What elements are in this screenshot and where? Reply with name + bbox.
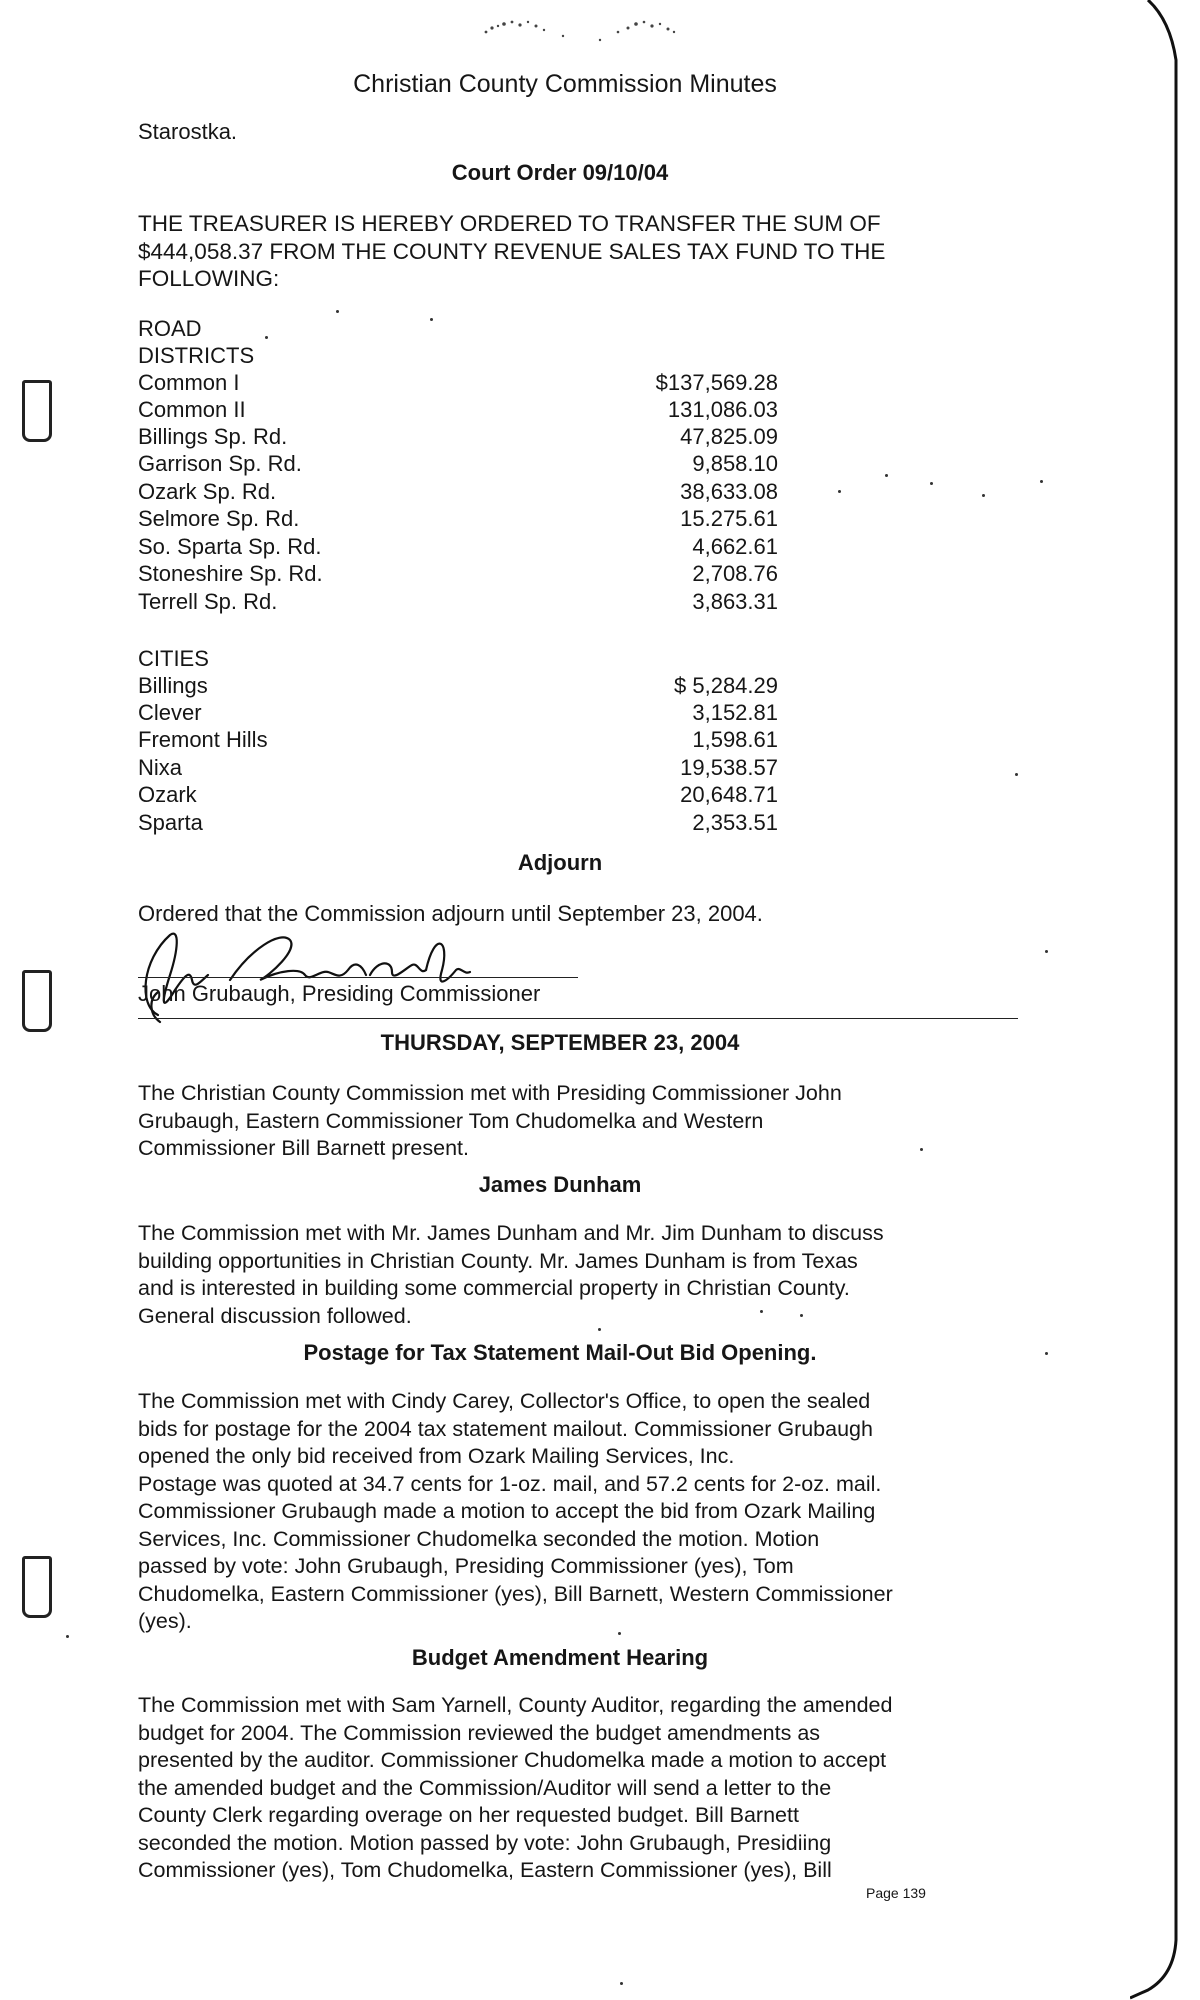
road-district-row [138, 397, 778, 424]
district-name: Stoneshire Sp. Rd. [138, 561, 323, 586]
district-amount: 9,858.10 [692, 451, 778, 476]
intro-line: The Christian County Commission met with Presiding Commissioner John [138, 1081, 842, 1105]
court-order-text [138, 210, 1018, 293]
scan-speck [800, 1314, 803, 1317]
intro-line: Grubaugh, Eastern Commissioner Tom Chudomelka and Western [138, 1108, 764, 1133]
city-amount: $ 5,284.29 [674, 673, 778, 698]
road-district-row [138, 561, 778, 588]
district-name: Common II [138, 397, 246, 422]
road-district-row [138, 534, 778, 561]
scan-speck [1015, 773, 1018, 776]
body-line: Commissioner Grubaugh made a motion to accept the bid from Ozark Mailing [138, 1499, 876, 1523]
district-amount: 2,708.76 [692, 561, 778, 586]
road-district-row [138, 451, 778, 478]
section-body [138, 1388, 1018, 1636]
district-amount: 15.275.61 [680, 506, 778, 531]
punch-hole [22, 970, 52, 1032]
section-divider [138, 1018, 1018, 1019]
city-amount: 19,538.57 [680, 755, 778, 780]
body-line: The Commission met with Cindy Carey, Collector's Office, to open the sealed [138, 1389, 871, 1413]
city-amount: 2,353.51 [692, 810, 778, 835]
district-amount: $137,569.28 [655, 370, 778, 395]
meeting-intro [138, 1080, 1018, 1163]
road-district-row [138, 589, 778, 616]
scan-speck [336, 310, 339, 313]
scan-speck [620, 1982, 623, 1985]
road-district-row [138, 424, 778, 451]
district-name: So. Sparta Sp. Rd. [138, 534, 322, 559]
court-order-line: THE TREASURER IS HEREBY ORDERED TO TRANSFER THE SUM OF [138, 211, 881, 236]
scan-edge-shadow [1130, 0, 1200, 2000]
scan-speck [1045, 950, 1048, 953]
city-row [138, 673, 778, 700]
road-districts-label: DISTRICTS [138, 343, 255, 368]
body-line: Postage was quoted at 34.7 cents for 1-oz. mail, and 57.2 cents for 2-oz. mail. [138, 1471, 882, 1496]
page-number: Page 139 [866, 1885, 926, 1901]
body-line: County Clerk regarding overage on her requested budget. Bill Barnett [138, 1803, 799, 1827]
scan-speck [920, 1148, 923, 1151]
body-line: building opportunities in Christian County. Mr. James Dunham is from Texas [138, 1248, 858, 1273]
scan-speck [430, 318, 433, 321]
header-smudge [478, 10, 718, 44]
city-row [138, 755, 778, 782]
scan-speck [982, 494, 985, 497]
intro-line: Commissioner Bill Barnett present. [138, 1136, 469, 1160]
body-line: Services, Inc. Commissioner Chudomelka seconded the motion. Motion [138, 1526, 820, 1551]
scan-speck [760, 1310, 763, 1313]
body-line: presented by the auditor. Commissioner Chudomelka made a motion to accept [138, 1748, 887, 1772]
body-line: seconded the motion. Motion passed by vote: John Grubaugh, Presidiing [138, 1830, 832, 1855]
scan-speck [66, 1635, 69, 1638]
district-amount: 3,863.31 [692, 589, 778, 614]
scan-speck [838, 490, 841, 493]
section-heading: James Dunham [478, 1172, 642, 1197]
city-amount: 20,648.71 [680, 782, 778, 807]
district-name: Ozark Sp. Rd. [138, 479, 277, 504]
cities-label: CITIES [138, 646, 209, 671]
city-row [138, 810, 778, 837]
court-order-heading: Court Order 09/10/04 [451, 160, 669, 185]
city-name: Billings [138, 673, 208, 698]
city-name: Clever [138, 700, 202, 725]
city-amount: 3,152.81 [692, 700, 778, 725]
road-district-row [138, 506, 778, 533]
body-line: and is interested in building some commercial property in Christian County. [138, 1276, 850, 1300]
city-row [138, 727, 778, 754]
district-name: Garrison Sp. Rd. [138, 451, 302, 476]
body-line: The Commission met with Mr. James Dunham and Mr. Jim Dunham to discuss [138, 1221, 884, 1245]
scan-speck [265, 336, 268, 339]
section-heading: Budget Amendment Hearing [411, 1645, 709, 1670]
city-name: Ozark [138, 782, 197, 807]
punch-hole [22, 1556, 52, 1618]
body-line: General discussion followed. [138, 1303, 412, 1328]
district-amount: 47,825.09 [680, 424, 778, 449]
punch-hole [22, 380, 52, 442]
signature-line [138, 977, 578, 978]
body-line: bids for postage for the 2004 tax statement mailout. Commissioner Grubaugh [138, 1416, 873, 1441]
scan-speck [1045, 1352, 1048, 1355]
scan-speck [618, 1632, 621, 1635]
city-name: Nixa [138, 755, 183, 780]
body-line: passed by vote: John Grubaugh, Presiding Commissioner (yes), Tom [138, 1554, 794, 1578]
page-title: Christian County Commission Minutes [353, 70, 777, 98]
road-district-row [138, 479, 778, 506]
scan-speck [1040, 480, 1043, 483]
court-order-line: FOLLOWING: [138, 266, 280, 291]
city-name: Fremont Hills [138, 727, 268, 752]
adjourn-heading: Adjourn [517, 850, 603, 875]
district-amount: 38,633.08 [680, 479, 778, 504]
section-heading: Postage for Tax Statement Mail-Out Bid Opening. [303, 1340, 817, 1365]
signature [130, 920, 510, 1030]
body-line: the amended budget and the Commission/Auditor will send a letter to the [138, 1775, 832, 1800]
body-line: The Commission met with Sam Yarnell, County Auditor, regarding the amended [138, 1693, 893, 1717]
road-district-row [138, 370, 778, 397]
court-order-line: $444,058.37 FROM THE COUNTY REVENUE SALES TAX FUND TO THE [138, 238, 886, 264]
meeting-date-heading: THURSDAY, SEPTEMBER 23, 2004 [380, 1030, 740, 1055]
continuation-text: Starostka. [138, 119, 238, 144]
scan-speck [885, 474, 888, 477]
city-row [138, 782, 778, 809]
district-amount: 4,662.61 [692, 534, 778, 559]
section-body [138, 1220, 1018, 1330]
body-line: Commissioner (yes), Tom Chudomelka, Eastern Commissioner (yes), Bill [138, 1858, 832, 1882]
section-body [138, 1692, 1018, 1885]
district-name: Selmore Sp. Rd. [138, 506, 300, 531]
adjourn-text: Ordered that the Commission adjourn until September 23, 2004. [138, 901, 763, 926]
signer-name: John Grubaugh, Presiding Commissioner [138, 981, 541, 1006]
city-amount: 1,598.61 [692, 727, 778, 752]
city-name: Sparta [138, 810, 203, 835]
district-amount: 131,086.03 [667, 397, 778, 422]
body-line: (yes). [138, 1609, 192, 1633]
scan-speck [930, 482, 933, 485]
district-name: Common I [138, 370, 240, 395]
district-name: Terrell Sp. Rd. [138, 589, 278, 614]
district-name: Billings Sp. Rd. [138, 424, 288, 449]
body-line: opened the only bid received from Ozark Mailing Services, Inc. [138, 1444, 735, 1468]
city-row [138, 700, 778, 727]
road-districts-label: ROAD [138, 316, 202, 341]
scan-speck [598, 1328, 601, 1331]
body-line: Chudomelka, Eastern Commissioner (yes), Bill Barnett, Western Commissioner [138, 1581, 893, 1606]
body-line: budget for 2004. The Commission reviewed the budget amendments as [138, 1720, 821, 1745]
